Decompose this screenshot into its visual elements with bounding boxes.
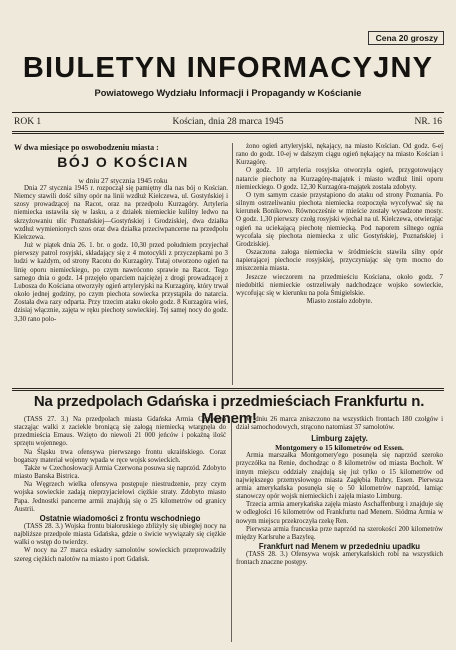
article2-headline: Na przedpolach Gdańska i przedmieściach Frankfurtu n. Menem!: [33, 393, 425, 427]
issue-number: NR. 16: [414, 117, 442, 127]
paragraph: Już w piątek dnia 26. 1. br. o godz. 10,30 przed południem przyjechał pierwszy patrol rosyjski, składający się z 4 motocykli z przyczepkami po 3 ludzi w każdym, od strony Racotu do Kurzagóry. Tutaj otworzono ogień na linię oporu niemieckiego, po czym nawrócono sprawie na Racot. Tego samego dnia o godz. 14 przejęło oparciem najciężej z drogi prowadzącej z Lubosza do Kościana otworzyły ogień artyleryjski na Kurzagórę, który trwał około jednej godziny, po czym piechota sowiecka przystąpiła do natarcia. Została dwa razy odparta. Przy trzecim ataku około godz. 8 Kurzagóra wieś, dzisiaj włącznie, zajęta w ręku piechoty sowieckiej. Tej samej nocy do godz. 3,30 rano polo-: [14, 242, 228, 323]
paragraph: żono ogień artyleryjski, nękający, na miasto Kościan. Od godz. 6-ej rano do godz. 10-ej w dalszym ciągu ogień nękający na miasto Kościan i Kurzagórę.: [236, 143, 443, 167]
header-rule-bottom-2: [12, 133, 444, 134]
header-rule-top: [12, 112, 444, 113]
paragraph: Miasto zostało zdobyte.: [306, 297, 373, 305]
year-label: ROK 1: [14, 117, 42, 127]
article1-headline: BÓJ O KOŚCIAN: [57, 154, 189, 170]
place-date: Kościan, dnia 28 marca 1945: [172, 117, 284, 127]
masthead-title: BIULETYN INFORMACYJNY: [22, 52, 434, 84]
paragraph: Armia marszałka Montgomery'ego posunęła się naprzód szeroko przyczółka na Renie, dochodząc o 8 kilometrów od miasta Bocholt. W innym miejscu oddziały znajdują się już tylko o 15 kilometrów od największego przemysłowego miasta Zagłębia Ruhry, Essen. Pierwsza armia amerykańska posunęła się o 50 kilometrów naprzód, łamiąc stanowczy opór wojsk niemieckich i zajęła miasto Limburg.: [236, 452, 443, 501]
paragraph: (TASS 28. 3.) Wojska frontu białoruskiego zbliżyły się ubiegłej nocy na najbliższe przedpole miasta Gdańska, gdzie o świcie wywiązały się ciężkie walki o wstęp do twierdzy.: [14, 522, 226, 547]
article1-kicker: W dwa miesiące po oswobodzeniu miasta :: [14, 143, 159, 152]
paragraph: (TASS 28. 3.) Ofensywa wojsk amerykańskich robi na wszystkich frontach znaczne postępy.: [236, 551, 443, 567]
subheading: Frankfurt nad Menem w przededniu upadku: [258, 542, 421, 552]
paragraph: (TASS 27. 3.) Na przedpolach miasta Gdańska Armia Czerwona stacząjąc walki z zaciekle broniącą się załogą niemiecką wtargnęła do przedmieścia Emaus. Wzięto do niewoli 21 000 jeńców i pokaźną ilość sprzętu wojennego.: [14, 416, 226, 448]
article2-column-1: [14, 416, 226, 642]
paragraph: Dnia 27 stycznia 1945 r. rozpoczął się pamiętny dla nas bój o Kościan. Niemcy stawili dość silny opór na linii wzdłuż Kiełczewa, ul. Gostyńskiej i szosy prowadzącej na Racot, oraz na przedpolu Kurzagóry. Artyleria niemiecka ustawiła się w lasku, a z działek niemieckie kuliłny ledwo na skrzyżowaniu ulic Poznańskiej—Gostyńskiej i Grodziskiej, dwa działka wzdłuż wymienionych szos oraz dwa działka przeciwpancerne na przedpolu Kiełczewa.: [14, 185, 228, 241]
paragraph: O godz. 10 artyleria rosyjska otworzyła ogień, przygotowujący natarcie piechoty na Kurzagórę-majątek i miasto wzdłuż linii oporu niemieckiego. O godz. 12,30 Kurzagóra-majątek została zdobyty.: [236, 167, 443, 191]
subheading: Ostatnie wiadomości z frontu wschodniego: [39, 513, 201, 523]
article1-column-2: [236, 143, 443, 385]
column-divider: [231, 416, 232, 642]
paragraph: Na Śląsku trwa ofensywa pierwszego frontu ukraińskiego. Coraz bogatszy materiał wojenny wpada w ręce wojsk sowieckich.: [14, 448, 226, 464]
paragraph: O tym samym czasie przystąpiono do ataku od strony Poznania. Po silnym ostrzeliwaniu piechota niemiecka rozpoczęła wycofywać się na kierunek Bonikowo. Równocześnie w mieście zostały wysadzone mosty. O godz. 1,30 pierwszy czołg rosyjski wjechał na ul. Kiełczewa, otwierając ogień na uciekającą piechotę niemiecką. Pod naporem silnego ognia wycofała się piechota niemiecka z ulic Gostyńskiej, Poznańskiej i Grodziskiej.: [236, 191, 443, 248]
paragraph: W dniu 26 marca zniszczono na wszystkich frontach 180 czołgów i dział samochodowych, strącono natomiast 37 samolotów.: [236, 416, 443, 432]
paragraph: Jeszcze wieczorem na przedmieściu Kościana, około godz. 7 niedobitki niemieckie ostrzeliwały nadchodzące wojsko sowieckie, wycofując się w kierunku na pola Śmigielskie.: [236, 273, 443, 297]
issue-info-row: [14, 116, 442, 128]
masthead-subtitle: Powiatowego Wydziału Informacji i Propagandy w Kościanie: [94, 88, 362, 98]
article1-dateline: w dniu 27 stycznia 1945 roku: [78, 176, 168, 185]
paragraph: Trzecia armia amerykańska zajęła miasto Aschaffenburg i znajduje się w odległości 16 kilometrów od Frankfurtu nad Menem. Siódma Armia w nowym miejscu przekroczyła rzekę Ren.: [236, 501, 443, 525]
paragraph: Pierwsza armia francuska prze naprzód na szerokości 200 kilometrów między Karlsruhe a Bazyleą.: [236, 525, 443, 541]
article2-column-2: [236, 416, 443, 642]
subheading: Limburg zajęty.: [311, 434, 368, 444]
header-rule-bottom: [12, 131, 444, 132]
column-divider: [232, 143, 233, 385]
paragraph: Oszaczona załoga niemiecka w śródmieściu stawiła silny opór napierającej piechocie rosyjskiej, przyczyniając się tym mocno do zniszczenia miasta.: [236, 249, 443, 273]
paragraph: Także w Czechosłowacji Armia Czerwona posuwa się naprzód. Zdobyto miasto Banska Bistrica.: [14, 464, 226, 481]
paragraph: W nocy na 27 marca eskadry samolotów sowieckich przeprowadziły szereg ciężkich nalotów na miasto i port Gdańsk.: [14, 547, 226, 563]
section-rule: [12, 388, 444, 389]
paragraph: Na Węgrzech wielka ofensywa postępuje niestrudzenie, przy czym wojska sowieckie zadają nieprzyjacielowi ciężkie straty. Zdobyto miasto Papa. Jednostki pancerne armii znajdują się o 25 kilometrów od granicy Austrii.: [14, 481, 226, 513]
section-rule-2: [12, 390, 444, 391]
price-box: Cena 20 groszy: [368, 31, 444, 45]
article1-column-1: [14, 185, 228, 385]
subheading: Montgomery o 15 kilometrów od Essen.: [275, 443, 404, 453]
